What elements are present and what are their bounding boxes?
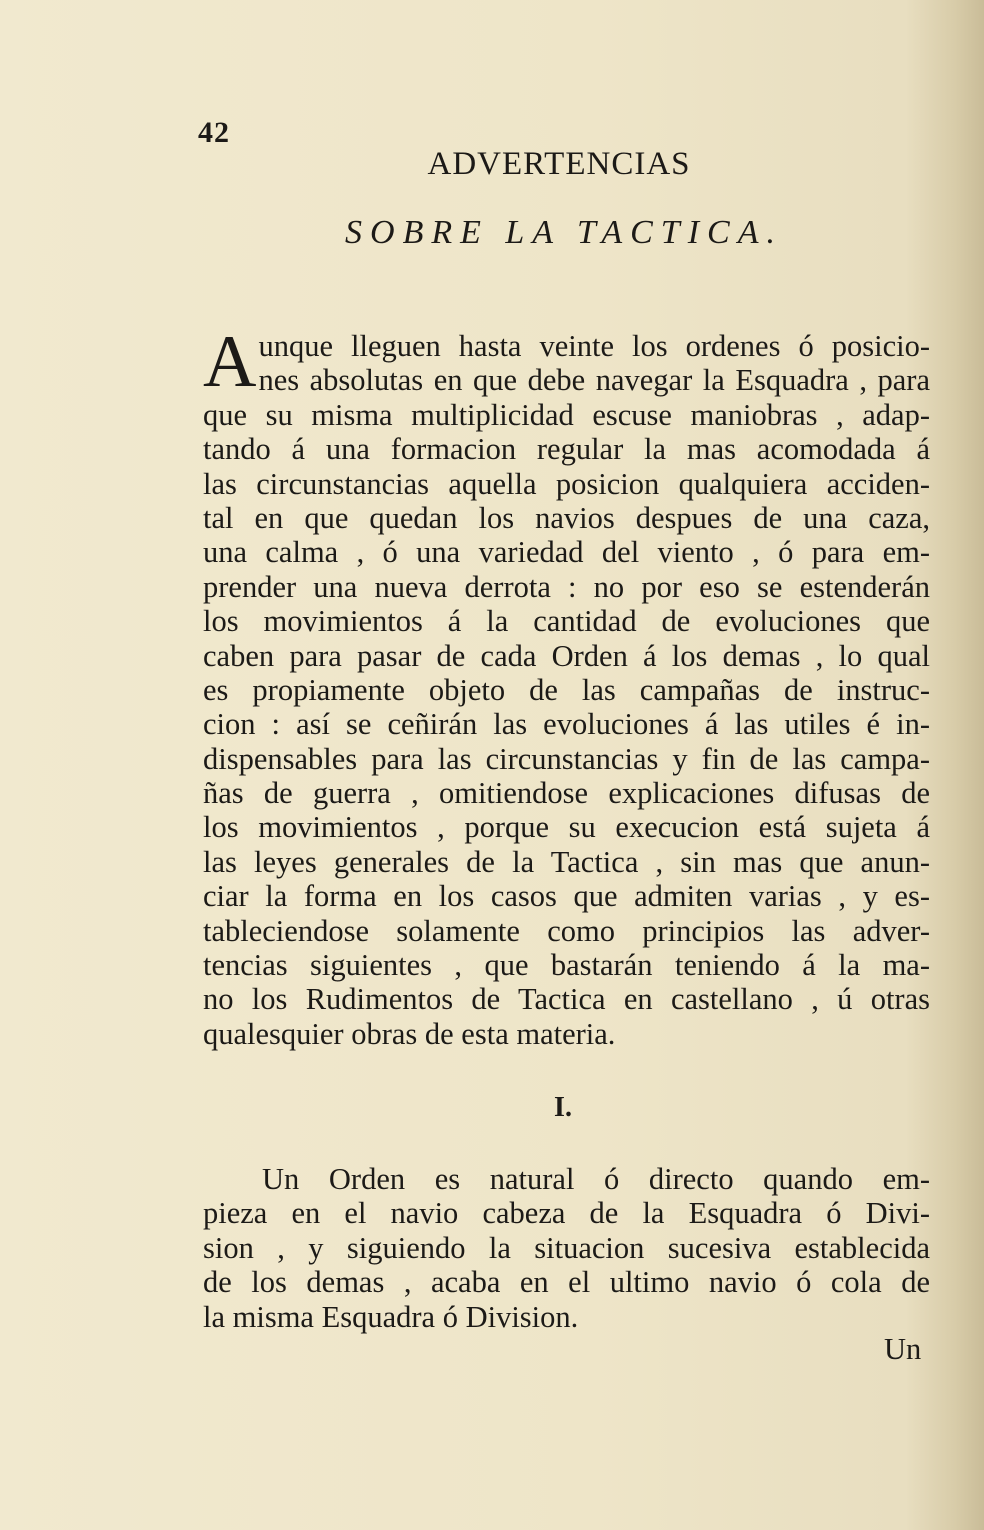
- section-number: I.: [554, 1092, 572, 1123]
- text-line: es propiamente objeto de las campañas de instruc-: [203, 672, 930, 707]
- text-line: una calma , ó una variedad del viento , ó para em-: [203, 535, 930, 570]
- text-line: no los Rudimentos de Tactica en castellano , ú otras: [203, 982, 930, 1017]
- text-line: cion : así se ceñirán las evoluciones á las utiles é in-: [203, 707, 930, 742]
- text-line: prender una nueva derrota : no por eso se estenderán: [203, 569, 930, 604]
- text-line: ñas de guerra , omitiendose explicaciones difusas de: [203, 776, 930, 811]
- chapter-title: ADVERTENCIAS: [427, 146, 691, 182]
- text-line: nes absolutas en que debe navegar la Esquadra , para: [258, 363, 930, 398]
- text-line: dispensables para las circunstancias y fin de las campa-: [203, 741, 930, 776]
- text-line: Un Orden es natural ó directo quando em-: [262, 1162, 930, 1196]
- drop-cap: A: [203, 321, 257, 403]
- text-line: tando á una formacion regular la mas acomodada á: [203, 432, 930, 467]
- catchword: Un: [884, 1332, 922, 1366]
- text-line: tableciendose solamente como principios las adver-: [203, 913, 930, 948]
- text-line: tencias siguientes , que bastarán teniendo á la ma-: [203, 948, 930, 983]
- text-line: unque lleguen hasta veinte los ordenes ó posicio-: [258, 329, 930, 363]
- text-line: pieza en el navio cabeza de la Esquadra ó Divi-: [203, 1196, 930, 1231]
- text-line: que su misma multiplicidad escuse maniobras , adap-: [203, 397, 930, 432]
- text-line: las circunstancias aquella posicion qualquiera acciden-: [203, 466, 930, 501]
- text-line: la misma Esquadra ó Division.: [203, 1299, 579, 1334]
- text-line: los movimientos á la cantidad de evoluciones que: [203, 604, 930, 639]
- text-line: sion , y siguiendo la situacion sucesiva establecida: [203, 1230, 930, 1265]
- chapter-subtitle: SOBRE LA TACTICA.: [345, 214, 783, 251]
- text-line: los movimientos , porque su execucion está sujeta á: [203, 810, 930, 845]
- text-line: tal en que quedan los navios despues de una caza,: [203, 500, 930, 535]
- text-line: qualesquier obras de esta materia.: [203, 1016, 616, 1051]
- text-line: ciar la forma en los casos que admiten varias , y es-: [203, 879, 930, 914]
- paragraph-2: [203, 1162, 930, 1334]
- page-number: 42: [198, 116, 230, 149]
- text-line: de los demas , acaba en el ultimo navio ó cola de: [203, 1265, 930, 1300]
- text-line: las leyes generales de la Tactica , sin mas que anun-: [203, 844, 930, 879]
- text-line: caben para pasar de cada Orden á los demas , lo qual: [203, 638, 930, 673]
- paragraph-1: [203, 321, 930, 1051]
